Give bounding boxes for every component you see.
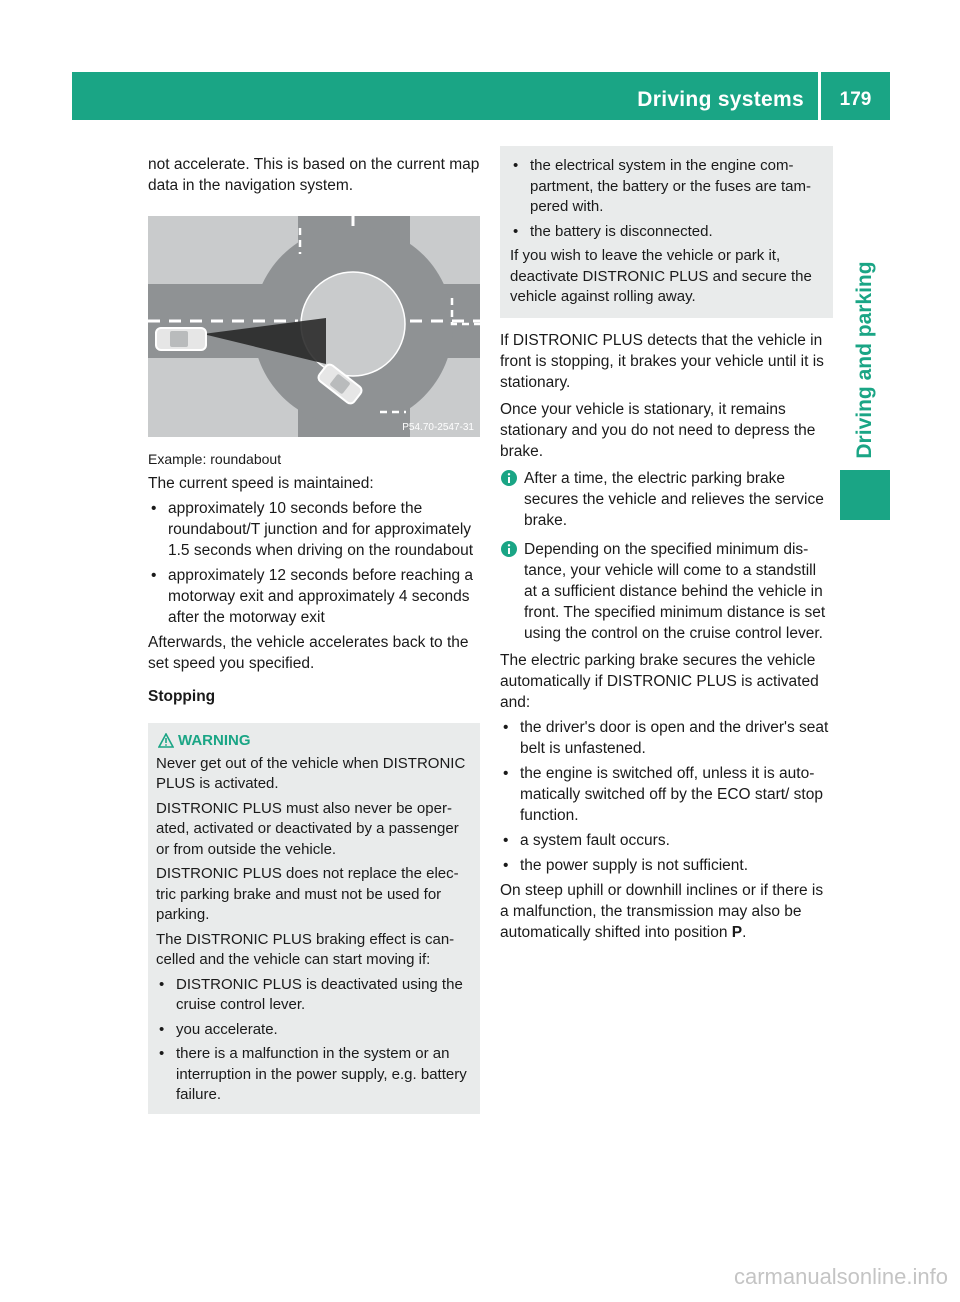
list-item (156, 1044, 472, 1106)
paragraph: Once your vehicle is stationary, it remains stationary and you do not need to depress the brake. (500, 400, 816, 460)
figure-caption: Example: roundabout (148, 451, 282, 467)
info-note (500, 539, 833, 644)
chapter-marker (840, 470, 890, 520)
list-item (510, 156, 823, 218)
list-item-text: approximately 10 seconds before the roundabout/T junction and for approximately 1.5 seconds when driving on the roundabout (168, 500, 474, 559)
warning-panel (148, 723, 480, 1114)
list-item (510, 222, 823, 243)
list-item-text: approximately 12 seconds before reaching a motorway exit and approximately 4 seconds after the motorway exit (168, 567, 474, 626)
paragraph-text: On steep uphill or downhill inclines or if there is a malfunction, the transmission may also be automatically shifted into position (500, 881, 824, 941)
right-column (500, 146, 833, 943)
warning-text: DISTRONIC PLUS does not replace the electric parking brake and must not be used for parking. (156, 865, 459, 923)
warning-text: DISTRONIC PLUS must also never be operated, activated or deactivated by a passenger or from outside the vehicle. (156, 799, 459, 858)
list-item (156, 975, 472, 1016)
page-header (72, 72, 890, 120)
list-item-text: a system fault occurs. (520, 831, 670, 849)
paragraph: The electric parking brake secures the vehicle automatically if DISTRONIC PLUS is activated and: (500, 651, 819, 711)
list-item-text: you accelerate. (176, 1020, 278, 1038)
watermark: carmanualsonline.info (733, 1264, 948, 1289)
list-item (148, 565, 480, 628)
info-text: Depending on the specified minimum distance, your vehicle will come to a standstill at a sufficient distance behind the vehicle in front. The specified minimum distance is set using the control on the cruise control lever. (524, 540, 826, 642)
info-icon (501, 541, 517, 557)
paragraph: If DISTRONIC PLUS detects that the vehicle in front is stopping, it brakes your vehicle until it is stationary. (500, 331, 824, 391)
bullet-marker: • (513, 157, 519, 174)
list-item-text: the electrical system in the engine compartment, the battery or the fuses are tampered with. (530, 157, 811, 215)
paragraph-end: . (742, 923, 747, 941)
list-item (500, 855, 833, 876)
list-item (500, 763, 833, 826)
section-heading: Stopping (148, 688, 216, 705)
list-item-text: there is a malfunction in the system or an interruption in the power supply, e.g. battery failure. (176, 1045, 467, 1103)
bullet-marker: • (503, 856, 509, 874)
chapter-tab-label: Driving and parking (853, 261, 876, 459)
bullet-marker: • (159, 1045, 165, 1062)
list-item (148, 498, 480, 561)
bullet-marker: • (503, 831, 509, 849)
paragraph (500, 880, 833, 943)
list-item-text: the driver's door is open and the driver's seat belt is unfastened. (520, 718, 829, 757)
speed-intro: The current speed is maintained: (148, 475, 374, 492)
warning-text: If you wish to leave the vehicle or park it, deactivate DISTRONIC PLUS and secure the vehicle against rolling away. (510, 247, 812, 305)
bullet-marker: • (151, 567, 157, 584)
gear-position: P (731, 923, 743, 941)
info-text: After a time, the electric parking brake secures the vehicle and relieves the service brake. (524, 469, 824, 529)
afterwards-paragraph: Afterwards, the vehicle accelerates back to the set speed you specified. (148, 634, 469, 672)
left-column (148, 154, 480, 1114)
warning-title: WARNING (178, 732, 251, 749)
chapter-tab (840, 215, 890, 505)
list-item (156, 1020, 472, 1041)
vehicle-own (156, 328, 206, 350)
figure-code: P54.70-2547-31 (402, 422, 474, 433)
bullet-marker: • (513, 222, 519, 240)
section-title: Driving systems (637, 88, 804, 111)
list-item-text: the power supply is not sufficient. (520, 856, 749, 874)
bullet-marker: • (159, 975, 165, 993)
list-item-text: the engine is switched off, unless it is automatically switched off by the ECO start/ stop function. (520, 764, 823, 824)
warning-panel-continued (500, 146, 833, 318)
list-item-text: DISTRONIC PLUS is deactivated using the cruise control lever. (176, 975, 463, 1013)
list-item (500, 830, 833, 851)
roundabout-diagram (148, 216, 480, 437)
bullet-marker: • (503, 718, 509, 736)
list-item-text: the battery is disconnected. (530, 222, 713, 240)
bullet-marker: • (159, 1020, 165, 1038)
list-item (500, 717, 833, 759)
roundabout-figure (148, 216, 480, 437)
intro-paragraph: not accelerate. This is based on the current map data in the navigation system. (148, 156, 480, 194)
warning-header (156, 731, 472, 752)
warning-text: Never get out of the vehicle when DISTRONIC PLUS is activated. (156, 754, 466, 792)
bullet-marker: • (503, 764, 509, 782)
page-number: 179 (839, 89, 872, 110)
warning-text: The DISTRONIC PLUS braking effect is cancelled and the vehicle can start moving if: (156, 930, 455, 968)
bullet-marker: • (151, 500, 157, 517)
info-note (500, 468, 833, 531)
warning-triangle-icon (158, 733, 174, 748)
info-icon (501, 470, 517, 486)
